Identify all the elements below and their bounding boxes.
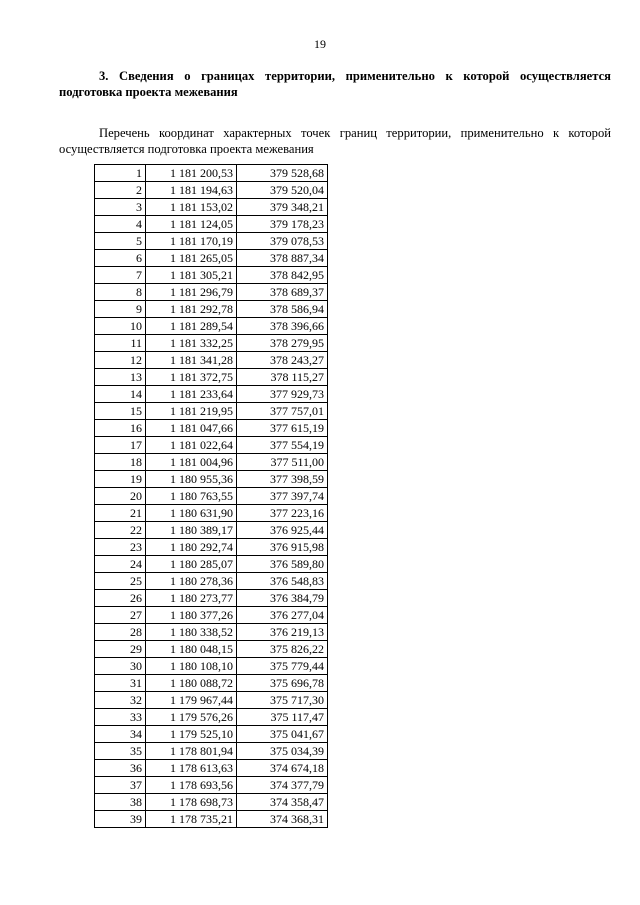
table-row — [95, 811, 328, 828]
table-row — [95, 760, 328, 777]
table-row — [95, 199, 328, 216]
table-row — [95, 726, 328, 743]
y-coordinate-cell: 376 589,80 — [237, 556, 328, 573]
point-number-cell: 16 — [95, 420, 146, 437]
x-coordinate-cell: 1 180 389,17 — [146, 522, 237, 539]
x-coordinate-cell: 1 181 296,79 — [146, 284, 237, 301]
y-coordinate-cell: 379 528,68 — [237, 165, 328, 182]
table-row — [95, 471, 328, 488]
x-coordinate-cell: 1 180 292,74 — [146, 539, 237, 556]
y-coordinate-cell: 378 115,27 — [237, 369, 328, 386]
table-row — [95, 641, 328, 658]
table-row — [95, 658, 328, 675]
point-number-cell: 39 — [95, 811, 146, 828]
point-number-cell: 7 — [95, 267, 146, 284]
x-coordinate-cell: 1 178 698,73 — [146, 794, 237, 811]
point-number-cell: 17 — [95, 437, 146, 454]
table-row — [95, 556, 328, 573]
table-row — [95, 420, 328, 437]
y-coordinate-cell: 375 034,39 — [237, 743, 328, 760]
y-coordinate-cell: 378 842,95 — [237, 267, 328, 284]
y-coordinate-cell: 375 696,78 — [237, 675, 328, 692]
y-coordinate-cell: 374 358,47 — [237, 794, 328, 811]
x-coordinate-cell: 1 181 004,96 — [146, 454, 237, 471]
x-coordinate-cell: 1 180 377,26 — [146, 607, 237, 624]
x-coordinate-cell: 1 180 763,55 — [146, 488, 237, 505]
table-row — [95, 709, 328, 726]
point-number-cell: 25 — [95, 573, 146, 590]
point-number-cell: 13 — [95, 369, 146, 386]
x-coordinate-cell: 1 180 285,07 — [146, 556, 237, 573]
table-row — [95, 369, 328, 386]
y-coordinate-cell: 378 689,37 — [237, 284, 328, 301]
table-row — [95, 352, 328, 369]
y-coordinate-cell: 375 041,67 — [237, 726, 328, 743]
x-coordinate-cell: 1 180 088,72 — [146, 675, 237, 692]
table-row — [95, 675, 328, 692]
y-coordinate-cell: 377 398,59 — [237, 471, 328, 488]
y-coordinate-cell: 377 554,19 — [237, 437, 328, 454]
table-row — [95, 165, 328, 182]
point-number-cell: 2 — [95, 182, 146, 199]
y-coordinate-cell: 375 779,44 — [237, 658, 328, 675]
x-coordinate-cell: 1 179 967,44 — [146, 692, 237, 709]
table-row — [95, 233, 328, 250]
x-coordinate-cell: 1 181 200,53 — [146, 165, 237, 182]
y-coordinate-cell: 377 615,19 — [237, 420, 328, 437]
y-coordinate-cell: 377 397,74 — [237, 488, 328, 505]
table-row — [95, 318, 328, 335]
table-row — [95, 624, 328, 641]
y-coordinate-cell: 374 377,79 — [237, 777, 328, 794]
table-row — [95, 743, 328, 760]
point-number-cell: 27 — [95, 607, 146, 624]
y-coordinate-cell: 378 887,34 — [237, 250, 328, 267]
point-number-cell: 11 — [95, 335, 146, 352]
y-coordinate-cell: 376 219,13 — [237, 624, 328, 641]
point-number-cell: 26 — [95, 590, 146, 607]
y-coordinate-cell: 378 396,66 — [237, 318, 328, 335]
table-row — [95, 437, 328, 454]
page-number: 19 — [314, 37, 326, 51]
y-coordinate-cell: 377 929,73 — [237, 386, 328, 403]
x-coordinate-cell: 1 180 278,36 — [146, 573, 237, 590]
x-coordinate-cell: 1 180 048,15 — [146, 641, 237, 658]
y-coordinate-cell: 375 117,47 — [237, 709, 328, 726]
table-row — [95, 573, 328, 590]
point-number-cell: 9 — [95, 301, 146, 318]
point-number-cell: 14 — [95, 386, 146, 403]
y-coordinate-cell: 377 511,00 — [237, 454, 328, 471]
point-number-cell: 34 — [95, 726, 146, 743]
x-coordinate-cell: 1 180 338,52 — [146, 624, 237, 641]
point-number-cell: 1 — [95, 165, 146, 182]
x-coordinate-cell: 1 181 341,28 — [146, 352, 237, 369]
point-number-cell: 31 — [95, 675, 146, 692]
table-row — [95, 454, 328, 471]
x-coordinate-cell: 1 180 955,36 — [146, 471, 237, 488]
x-coordinate-cell: 1 181 022,64 — [146, 437, 237, 454]
table-row — [95, 607, 328, 624]
y-coordinate-cell: 377 757,01 — [237, 403, 328, 420]
y-coordinate-cell: 374 368,31 — [237, 811, 328, 828]
x-coordinate-cell: 1 178 693,56 — [146, 777, 237, 794]
table-row — [95, 267, 328, 284]
x-coordinate-cell: 1 181 265,05 — [146, 250, 237, 267]
point-number-cell: 35 — [95, 743, 146, 760]
table-row — [95, 590, 328, 607]
coordinates-table-body — [95, 165, 328, 828]
y-coordinate-cell: 375 826,22 — [237, 641, 328, 658]
y-coordinate-cell: 378 279,95 — [237, 335, 328, 352]
x-coordinate-cell: 1 181 170,19 — [146, 233, 237, 250]
table-row — [95, 301, 328, 318]
y-coordinate-cell: 379 520,04 — [237, 182, 328, 199]
point-number-cell: 19 — [95, 471, 146, 488]
x-coordinate-cell: 1 181 124,05 — [146, 216, 237, 233]
section-heading: 3. Сведения о границах территории, применительно к которой осуществляется подготовка проекта межевания — [59, 69, 611, 99]
y-coordinate-cell: 376 915,98 — [237, 539, 328, 556]
table-row — [95, 692, 328, 709]
y-coordinate-cell: 376 925,44 — [237, 522, 328, 539]
point-number-cell: 36 — [95, 760, 146, 777]
point-number-cell: 38 — [95, 794, 146, 811]
point-number-cell: 29 — [95, 641, 146, 658]
point-number-cell: 32 — [95, 692, 146, 709]
point-number-cell: 10 — [95, 318, 146, 335]
x-coordinate-cell: 1 181 194,63 — [146, 182, 237, 199]
x-coordinate-cell: 1 181 153,02 — [146, 199, 237, 216]
point-number-cell: 33 — [95, 709, 146, 726]
point-number-cell: 30 — [95, 658, 146, 675]
x-coordinate-cell: 1 180 273,77 — [146, 590, 237, 607]
table-row — [95, 505, 328, 522]
point-number-cell: 23 — [95, 539, 146, 556]
table-row — [95, 182, 328, 199]
y-coordinate-cell: 376 548,83 — [237, 573, 328, 590]
table-row — [95, 777, 328, 794]
point-number-cell: 5 — [95, 233, 146, 250]
x-coordinate-cell: 1 181 233,64 — [146, 386, 237, 403]
table-row — [95, 216, 328, 233]
x-coordinate-cell: 1 178 801,94 — [146, 743, 237, 760]
point-number-cell: 15 — [95, 403, 146, 420]
point-number-cell: 8 — [95, 284, 146, 301]
table-row — [95, 488, 328, 505]
table-row — [95, 386, 328, 403]
table-row — [95, 794, 328, 811]
y-coordinate-cell: 376 277,04 — [237, 607, 328, 624]
x-coordinate-cell: 1 181 047,66 — [146, 420, 237, 437]
x-coordinate-cell: 1 178 613,63 — [146, 760, 237, 777]
x-coordinate-cell: 1 181 289,54 — [146, 318, 237, 335]
x-coordinate-cell: 1 181 219,95 — [146, 403, 237, 420]
y-coordinate-cell: 377 223,16 — [237, 505, 328, 522]
point-number-cell: 22 — [95, 522, 146, 539]
point-number-cell: 37 — [95, 777, 146, 794]
y-coordinate-cell: 379 178,23 — [237, 216, 328, 233]
x-coordinate-cell: 1 181 305,21 — [146, 267, 237, 284]
y-coordinate-cell: 374 674,18 — [237, 760, 328, 777]
point-number-cell: 18 — [95, 454, 146, 471]
y-coordinate-cell: 379 078,53 — [237, 233, 328, 250]
intro-paragraph: Перечень координат характерных точек границ территории, применительно к которой осуществляется подготовка проекта межевания — [59, 126, 611, 156]
y-coordinate-cell: 378 243,27 — [237, 352, 328, 369]
y-coordinate-cell: 379 348,21 — [237, 199, 328, 216]
point-number-cell: 3 — [95, 199, 146, 216]
x-coordinate-cell: 1 181 332,25 — [146, 335, 237, 352]
x-coordinate-cell: 1 181 292,78 — [146, 301, 237, 318]
x-coordinate-cell: 1 180 108,10 — [146, 658, 237, 675]
x-coordinate-cell: 1 179 525,10 — [146, 726, 237, 743]
point-number-cell: 20 — [95, 488, 146, 505]
coordinates-table — [94, 164, 328, 828]
point-number-cell: 6 — [95, 250, 146, 267]
point-number-cell: 28 — [95, 624, 146, 641]
x-coordinate-cell: 1 180 631,90 — [146, 505, 237, 522]
y-coordinate-cell: 375 717,30 — [237, 692, 328, 709]
x-coordinate-cell: 1 179 576,26 — [146, 709, 237, 726]
table-row — [95, 539, 328, 556]
table-row — [95, 250, 328, 267]
point-number-cell: 4 — [95, 216, 146, 233]
point-number-cell: 12 — [95, 352, 146, 369]
point-number-cell: 24 — [95, 556, 146, 573]
y-coordinate-cell: 376 384,79 — [237, 590, 328, 607]
point-number-cell: 21 — [95, 505, 146, 522]
x-coordinate-cell: 1 181 372,75 — [146, 369, 237, 386]
table-row — [95, 403, 328, 420]
table-row — [95, 335, 328, 352]
y-coordinate-cell: 378 586,94 — [237, 301, 328, 318]
x-coordinate-cell: 1 178 735,21 — [146, 811, 237, 828]
table-row — [95, 522, 328, 539]
table-row — [95, 284, 328, 301]
